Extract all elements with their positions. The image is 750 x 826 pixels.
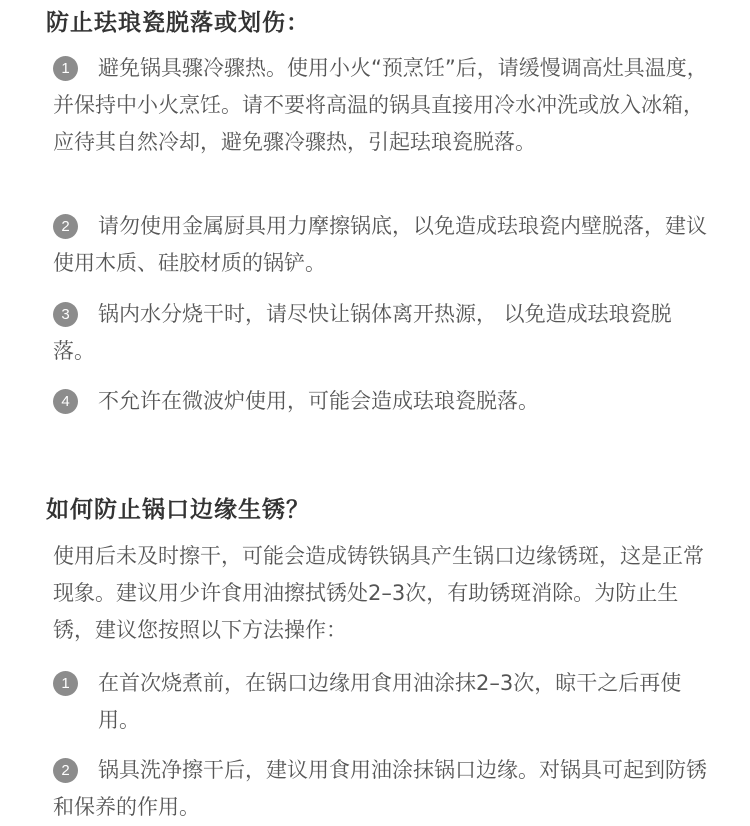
item-text: 请勿使用金属厨具用力摩擦锅底，以免造成珐琅瓷内壁脱落，建议使用木质、硅胶材质的锅铲。 — [53, 214, 707, 275]
number-badge: 4 — [53, 389, 78, 414]
number-badge: 1 — [53, 671, 78, 696]
item-text: 锅内水分烧干时，请尽快让锅体离开热源， 以免造成珐琅瓷脱落。 — [53, 302, 672, 363]
number-badge: 2 — [53, 758, 78, 783]
list-item — [53, 665, 713, 739]
list-item — [53, 208, 713, 282]
list-item — [53, 752, 713, 826]
list-item — [53, 296, 713, 370]
item-text: 不允许在微波炉使用，可能会造成珐琅瓷脱落。 — [98, 389, 539, 413]
item-text: 在首次烧煮前，在锅口边缘用食用油涂抹2–3次，晾干之后再使用。 — [98, 671, 682, 732]
number-badge: 2 — [53, 214, 78, 239]
section-title-rust: 如何防止锅口边缘生锈？ — [46, 496, 310, 523]
list-item — [53, 383, 713, 420]
item-text: 锅具洗净擦干后，建议用食用油涂抹锅口边缘。对锅具可起到防锈和保养的作用。 — [53, 758, 707, 819]
section-title-enamel: 防止珐琅瓷脱落或划伤： — [46, 9, 310, 36]
rust-intro-text: 使用后未及时擦干，可能会造成铸铁锅具产生锅口边缘锈斑，这是正常现象。建议用少许食用油擦拭锈处2–3次，有助锈斑消除。为防止生锈，建议您按照以下方法操作： — [53, 544, 704, 642]
number-badge: 3 — [53, 302, 78, 327]
list-item — [53, 50, 713, 161]
number-badge: 1 — [53, 56, 78, 81]
item-text: 避免锅具骤冷骤热。使用小火“预烹饪”后，请缓慢调高灶具温度，并保持中小火烹饪。请不要将高温的锅具直接用冷水冲洗或放入冰箱，应待其自然冷却，避免骤冷骤热，引起珐琅瓷脱落。 — [53, 56, 708, 154]
